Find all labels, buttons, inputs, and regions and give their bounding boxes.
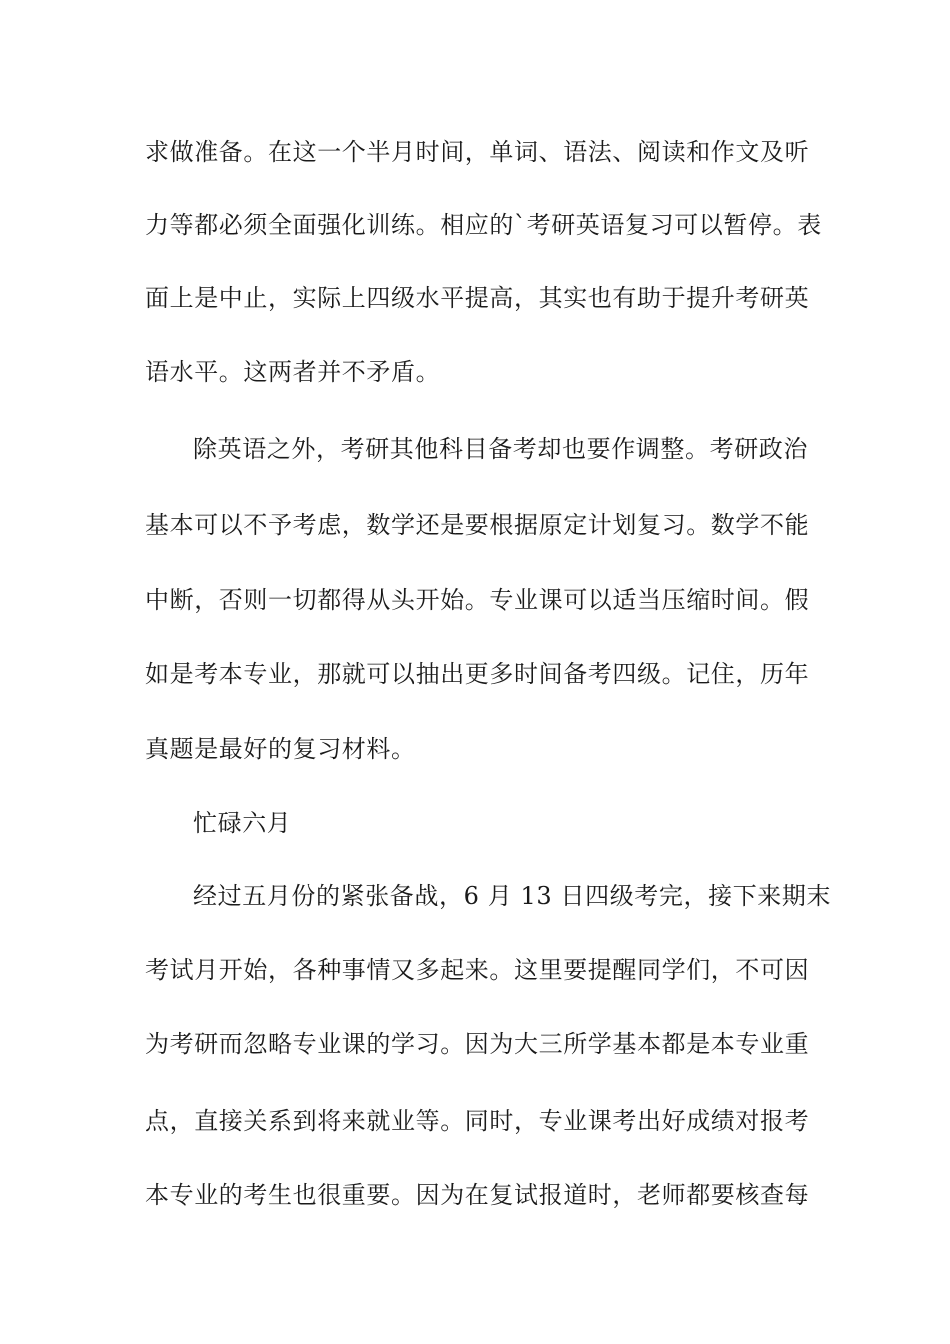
paragraph-line: 面上是中止，实际上四级水平提高，其实也有助于提升考研英 <box>145 284 810 312</box>
paragraph-line: 求做准备。在这一个半月时间，单词、语法、阅读和作文及听 <box>145 138 810 166</box>
paragraph-line: 中断，否则一切都得从头开始。专业课可以适当压缩时间。假 <box>145 586 810 614</box>
paragraph-line: 基本可以不予考虑，数学还是要根据原定计划复习。数学不能 <box>145 511 810 539</box>
paragraph-line: 除英语之外，考研其他科目备考却也要作调整。考研政治 <box>193 435 808 463</box>
paragraph-line: 本专业的考生也很重要。因为在复试报道时，老师都要核查每 <box>145 1181 810 1209</box>
section-heading: 忙碌六月 <box>193 809 292 837</box>
paragraph-line: 点，直接关系到将来就业等。同时，专业课考出好成绩对报考 <box>145 1107 810 1135</box>
paragraph-line: 语水平。这两者并不矛盾。 <box>145 358 441 386</box>
paragraph-line: 如是考本专业，那就可以抽出更多时间备考四级。记住，历年 <box>145 660 810 688</box>
paragraph-line: 力等都必须全面强化训练。相应的`考研英语复习可以暂停。表 <box>145 211 822 239</box>
paragraph-line: 真题是最好的复习材料。 <box>145 735 416 763</box>
paragraph-line: 考试月开始，各种事情又多起来。这里要提醒同学们，不可因 <box>145 956 810 984</box>
paragraph-line: 经过五月份的紧张备战，6 月 13 日四级考完，接下来期末 <box>193 882 832 910</box>
paragraph-line: 为考研而忽略专业课的学习。因为大三所学基本都是本专业重 <box>145 1030 810 1058</box>
